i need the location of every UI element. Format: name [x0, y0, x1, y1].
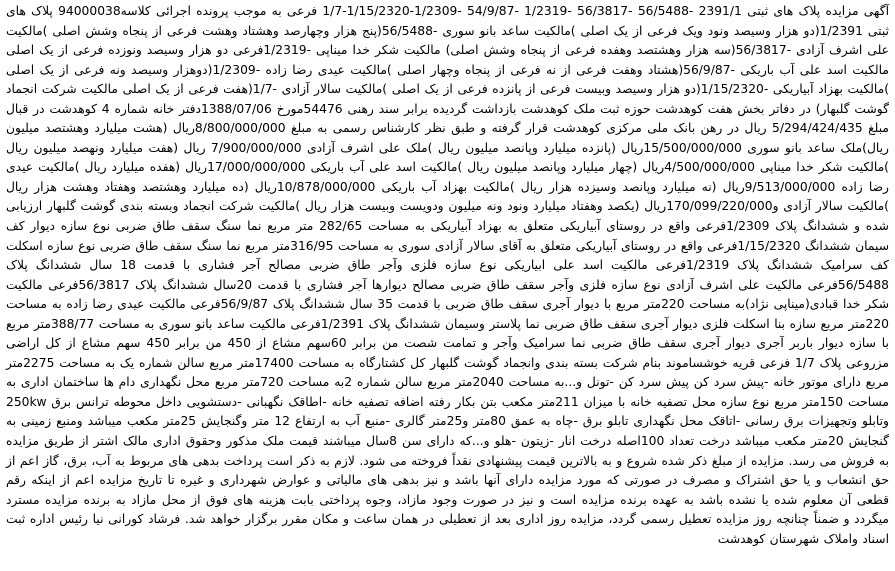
notice-body-text: آگهی مزایده پلاک های ثبتی 2391/1 -56/5488 -56/3817 -1/2319 -54/9/87 -1/2309-1/15/2320-1/7 فرعی به موجب پرونده اجرائی کلاسه94000038 پلاک های ثبتی 1/2391(دو هزار وسیصد ونود ویک فرعی از یک اصلی )مالکیت ساعد بانو سوری -56/5488(پنج هزار وچهارصد وهشتاد وهشت فرعی از پنجاه وشش اصلی )مالکیت علی اشرف آزادی -56/3817(سه هزار وهشتصد وهفده فرعی از پنجاه وشش اصلی) مالکیت شکر خدا میناپی -1/2319فرعی دو هزار وسیصد ونوزده فرعی از یک اصلی مالکیت اسد علی آب باریکی -56/9/87(هشتاد وهفت فرعی از نه فرعی از پنجاه وچهار اصلی )مالکیت عیدی رضا زاده -1/2309(دوهزار وسیصد ونه فرعی از یک اصلی )مالکیت بهزاد آبیاریکی -1/15/2320(دو هزار وسیصد وبیست فرعی از پانزده فرعی از یک اصلی )مالکیت سالار آزادی -1/7(هفت فرعی از یک اصلی مالکیت شرکت انجماد گوشت گلبهار) در دفاتر بخش هفت کوهدشت حوزه ثبت ملک کوهدشت بازداشت گردیده برابر سند رهنی 54476مورخ 1388/07/06دفتر خانه شماره 4 کوهدشت در قبال مبلغ 5/294/424/435 ریال در رهن بانک ملی مرکزی کوهدشت قرار گرفته و طبق نظر کارشناس رسمی به مبلغ 8/800/000/000ریال (هشت میلیارد وهشتصد میلیون ریال)ملک ساعد بانو سوری 15/500/000/000ریال (پانزده میلیارد وپانصد میلیون ریال )ملک علی اشرف آزادی 7/900/000/000 ریال (هفت میلیارد ونهصد میلیون ریال )مالکیت شکر خدا میناپی 4/500/000/000ریال (چهار میلیارد وپانصد میلیون ریال )مالکیت اسد علی آب باریکی 17/000/000/000ریال (هفده میلیارد ریال )مالکیت عیدی رضا زاده 9/513/000/000ریال (نه میلیارد وپانصد وسیزده هزار ریال )مالکیت بهزاد آب باریکی 10/878/000/000ریال (ده میلیارد وهشتصد وهفتاد وهشت هزار ریال )مالکیت سالار آزادی و170/099/220/000ریال (یکصد وهفتاد میلیارد ونود ونه میلیون ودویست وبیست هزار ریال )مالکیت شرکت انجماد وبسته بندی گوشت گلبهار ارزیابی شده و ششدانگ پلاک 1/2309فرعی واقع در روستای آبیاریکی متعلق به بهزاد آبیاریکی به مساحت 282/65 متر مربع نما سنگ سقف طاق ضربی نوع سازه دیوار کف سیمان ششدانگ 1/15/2320فرعی واقع در روستای آبیاریکی متعلق به آقای سالار آزادی سوری به مساحت 316/95متر مربع نما سنگ سقف طاق ضربی نوع سازه اسکلت کف سرامیک ششدانگ پلاک 1/2319فرعی مالکیت اسد علی ابیاریکی نوع سازه فلزی وآجر طاق ضربی مصالح آجر فشاری با قدمت 18 سال ششدانگ پلاک 56/5488فرعی مالکیت علی اشرف آزادی نوع سازه فلزی وآجر سقف طاق ضربی مصالح دیوارها آجر فشاری با قدمت 20سال ششدانگ پلاک 56/3817فرعی مالکیت شکر خدا قبادی(میناپی نژاد)به مساحت 220متر مربع با دیوار آجری سقف طاق ضربی با قدمت 35 سال ششدانگ پلاک 56/9/87فرعی مالکیت عیدی رضا زاده به مساحت 220متر مربع سازه بنا اسکلت فلزی دیوار آجری سقف طاق ضربی نما پلاستر وسیمان ششدانگ پلاک 1/2391فرعی مالکیت ساعد بانو سوری به مساحت 388/77متر مربع با سازه دیوار باربر آجری دیوار آجری سقف طاق ضربی نما سرامیک وآجر و تمامت شصت من برابر 60سهم مشاع از 450 من برابر 450 سهم مشاع از کل اراضی مزروعی پلاک 1/7 فرعی قریه خوشساموند بنام شرکت بسته بندی وانجماد گوشت گلبهار کل کشتارگاه به مساحت 17400متر مربع سالن شماره یک به مساحت 2275متر مربع دارای موتور خانه -پیش سرد کن پیش سرد کن -تونل و...به مساحت 2040متر مربع سالن شماره 2به مساحت 720متر مربع محل نگهداری دام ها ساختمان اداری به مساحت 150متر مربع نوع سازه محل تصفیه خانه با میزان 211متر مکعب بتن بکار رفته اضافه تصفیه خانه -اطاقک نگهبانی -دستشویی داخل محوطه ترانس برق 250kw وتابلو وتجهیزات برق رسانی -اتاقک محل نگهداری تابلو برق -چاه به عمق 80متر و25متر گالری -منبع آب به ارتفاع 12 متر وگنجایش 25متر مکعب میباشد ومنبع زمینی به گنجایش 20متر مکعب میباشد درخت تعداد 100اصله درخت انار -زیتون -هلو و...که دارای سن 8سال میباشند قیمت ملک مذکور وحقوق اداری مالک اشتر از طریق مزایده به فروش می رسد. مزایده از مبلغ ذکر شده شروع و به بالاترین قیمت پیشنهادی نقداً فروخته می شود. لازم به ذکر است پرداخت بدهی های مربوط به آب، برق، گاز اعم از حق انشعاب و یا حق اشتراک و مصرف در صورتی که مورد مزایده دارای آنها باشد و نیز بدهی های مالیاتی و عوارض شهرداری و غیره تا تاریخ مزایده اعم از اینکه رقم قطعی آن معلوم شده یا نشده باشد به عهده برنده مزایده است و نیز در صورت وجود مازاد، وجوه پرداختی بابت هزینه های فوق از محل مازاد به برنده مزایده مسترد میگردد و ضمناً چنانچه روز مزایده تعطیل رسمی گردد، مزایده روز اداری بعد از تعطیلی در همان ساعت و مکان مقرر برگزار خواهد شد. فرشاد کورانی نیا رئیس اداره ثبت اسناد واملاک شهرستان کوهدشت [6, 4, 890, 546]
